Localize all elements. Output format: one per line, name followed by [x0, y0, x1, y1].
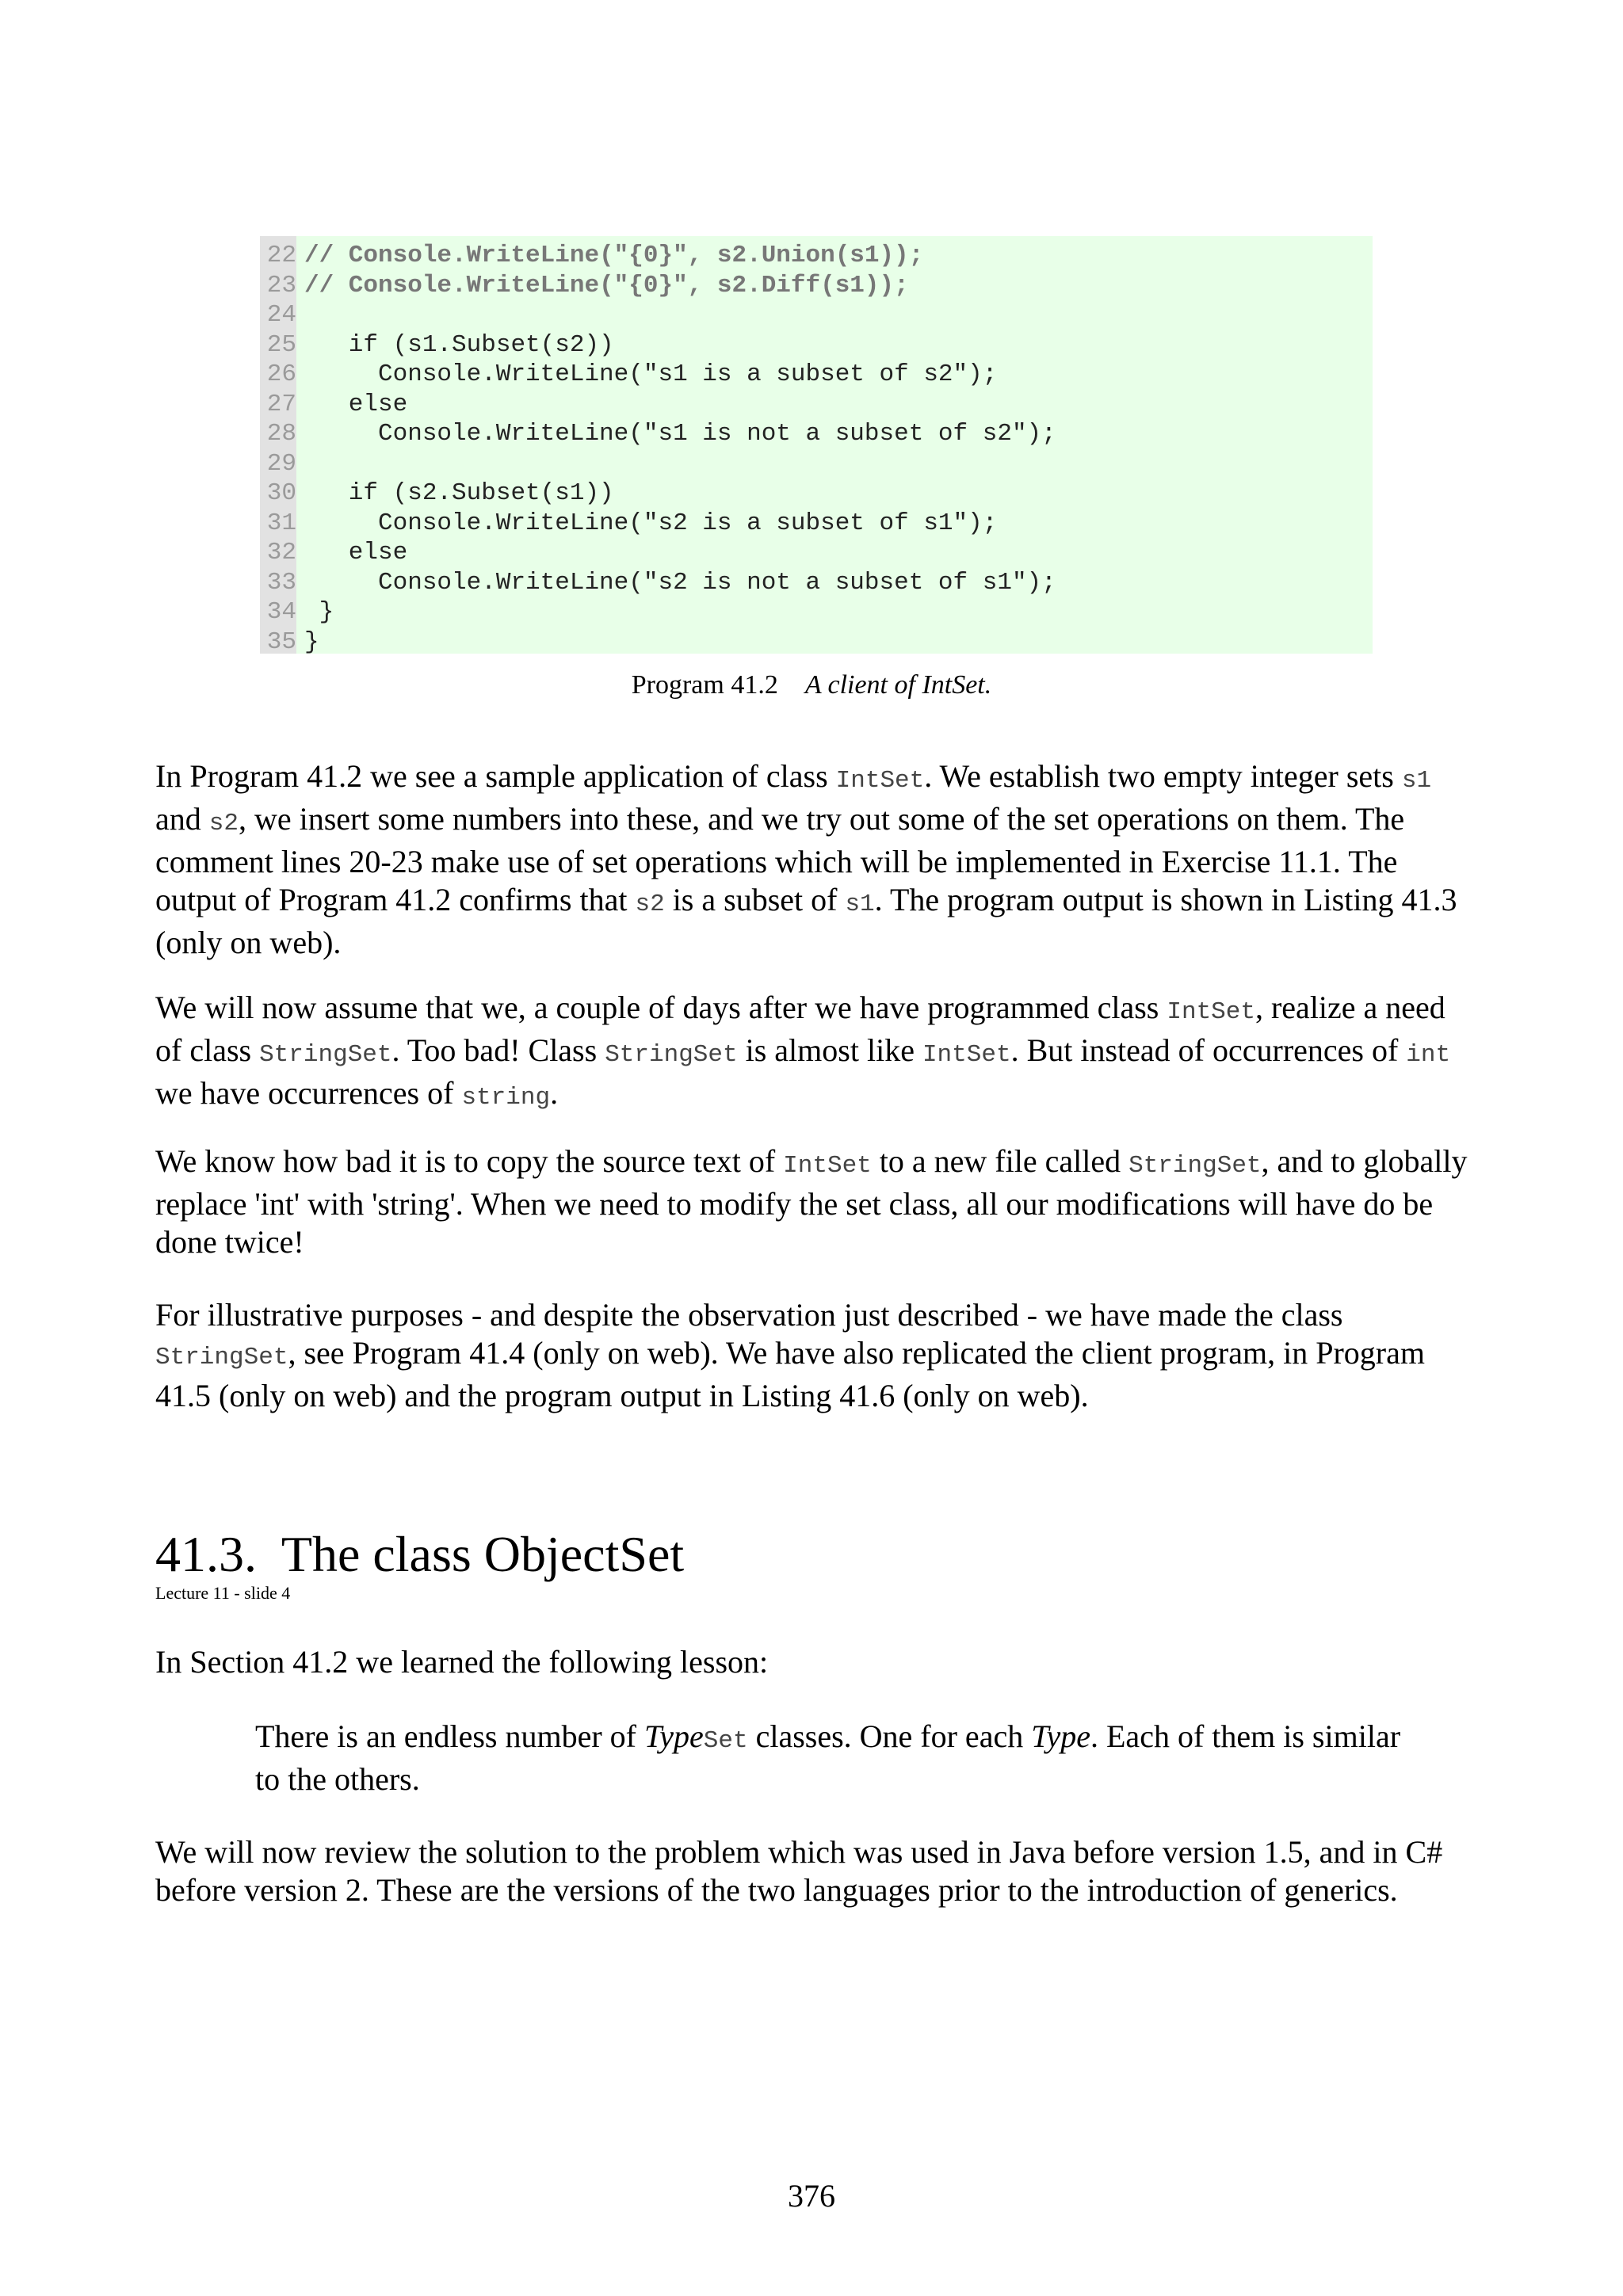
code-text: if (s2.Subset(s1)) — [304, 479, 614, 507]
paragraph-stringset-need — [155, 989, 1471, 1117]
text: , realize a need of class — [155, 990, 1445, 1068]
code-text: else — [304, 390, 408, 418]
code-intset: IntSet — [783, 1152, 872, 1180]
paragraph-sample-application — [155, 757, 1471, 962]
code-line — [260, 627, 319, 658]
code-line — [260, 538, 407, 568]
line-number: 32 — [266, 539, 296, 566]
code-intset: IntSet — [1167, 998, 1255, 1026]
code-stringset: StringSet — [1128, 1152, 1262, 1180]
code-text: } — [304, 627, 319, 656]
program-caption — [0, 670, 1623, 700]
text: For illustrative purposes - and despite the observation just described - we have made the class — [155, 1297, 1343, 1333]
line-number: 23 — [266, 271, 296, 299]
code-line — [260, 597, 334, 627]
code-stringset: StringSet — [155, 1344, 288, 1371]
text: classes. One for each — [747, 1718, 1032, 1754]
text: . We establish two empty integer sets — [924, 758, 1402, 794]
code-line — [260, 479, 614, 509]
text: we have occurrences of — [155, 1075, 462, 1111]
text: In Program 41.2 we see a sample application of class — [155, 758, 836, 794]
paragraph-illustrative — [155, 1296, 1471, 1415]
code-s1: s1 — [845, 891, 875, 918]
code-s1: s1 — [1401, 767, 1432, 795]
text: There is an endless number of — [255, 1718, 644, 1754]
code-set: Set — [703, 1727, 748, 1755]
code-line — [260, 300, 304, 330]
lesson-quote — [255, 1718, 1412, 1798]
text: . Too bad! Class — [391, 1032, 605, 1068]
italic-type: Type — [643, 1718, 704, 1754]
code-listing — [260, 236, 1373, 654]
text: , and to globally replace 'int' with 'string'. When we need to modify the set class, all our modifications will have do be done twice! — [155, 1143, 1468, 1260]
text: and — [155, 801, 209, 837]
code-line — [260, 360, 997, 390]
code-line — [260, 271, 909, 301]
italic-type: Type — [1031, 1718, 1090, 1754]
text: to a new file called — [871, 1143, 1129, 1179]
lecture-slide-reference: Lecture 11 - slide 4 — [155, 1583, 291, 1603]
line-number: 25 — [266, 330, 296, 359]
code-intset: IntSet — [835, 767, 925, 795]
code-line — [260, 241, 923, 271]
text: , we insert some numbers into these, and we try out some of the set operations on them. The comment lines 20-23 make use of set operations which will be implemented in Exercise 11.1. The output of Program 41.2 confirms that — [155, 801, 1405, 917]
caption-title: A client of IntSet. — [804, 670, 992, 700]
code-text: // Console.WriteLine("{0}", s2.Union(s1)); — [304, 242, 924, 269]
text: We know how bad it is to copy the source text of — [155, 1143, 784, 1179]
paragraph-lesson-intro: In Section 41.2 we learned the following lesson: — [155, 1644, 769, 1680]
code-line — [260, 390, 407, 420]
code-text: Console.WriteLine("s2 is not a subset of s1"); — [304, 568, 1056, 597]
text: . But instead of occurrences of — [1010, 1032, 1407, 1068]
line-number: 31 — [266, 509, 296, 537]
line-number: 34 — [266, 598, 296, 626]
line-number: 35 — [266, 627, 296, 656]
code-text: if (s1.Subset(s2)) — [304, 330, 614, 359]
paragraph-copy-warning — [155, 1142, 1471, 1261]
code-line — [260, 568, 1056, 598]
section-number: 41.3. — [155, 1526, 257, 1582]
paragraph-review-solution: We will now review the solution to the problem which was used in Java before version 1.5, and in C# before version 2. These are the versions of the two languages prior to the introduction of generics. — [155, 1834, 1443, 1908]
code-int: int — [1406, 1041, 1451, 1069]
text: . — [550, 1075, 559, 1111]
code-text: Console.WriteLine("s1 is not a subset of s2"); — [304, 420, 1056, 448]
line-number: 22 — [266, 242, 296, 269]
page-number: 376 — [788, 2178, 835, 2214]
text: . The program output is shown in Listing 41.3 (only on web). — [155, 882, 1457, 960]
code-text: // Console.WriteLine("{0}", s2.Diff(s1)); — [304, 271, 909, 299]
line-number: 28 — [266, 420, 296, 448]
code-text: Console.WriteLine("s1 is a subset of s2"); — [304, 360, 998, 388]
section-heading — [155, 1523, 684, 1586]
text: . Each of them is similar to the others. — [255, 1718, 1401, 1797]
section-title: The class ObjectSet — [281, 1526, 685, 1582]
caption-label: Program 41.2 — [631, 670, 778, 700]
line-number: 24 — [266, 301, 296, 329]
text: is a subset of — [664, 882, 846, 917]
code-stringset: StringSet — [259, 1041, 392, 1069]
code-line — [260, 449, 304, 479]
code-text: } — [304, 598, 334, 626]
text: , see Program 41.4 (only on web). We have also replicated the client program, in Program 41.5 (only on web) and the program output in Listing 41.6 (only on web). — [155, 1335, 1425, 1413]
line-number: 27 — [266, 390, 296, 418]
line-number: 30 — [266, 479, 296, 507]
text: We will now assume that we, a couple of days after we have programmed class — [155, 990, 1167, 1025]
code-s2: s2 — [208, 810, 239, 837]
code-string: string — [461, 1084, 551, 1112]
text: is almost like — [737, 1032, 922, 1068]
code-line — [260, 419, 1056, 449]
line-number: 26 — [266, 360, 296, 388]
line-number: 29 — [266, 449, 296, 478]
line-number: 33 — [266, 568, 296, 597]
code-text: else — [304, 539, 408, 566]
code-text: Console.WriteLine("s2 is a subset of s1"); — [304, 509, 998, 537]
code-s2: s2 — [635, 891, 665, 918]
code-line — [260, 509, 997, 539]
code-stringset: StringSet — [605, 1041, 738, 1069]
code-line — [260, 330, 614, 360]
code-intset: IntSet — [922, 1041, 1011, 1069]
